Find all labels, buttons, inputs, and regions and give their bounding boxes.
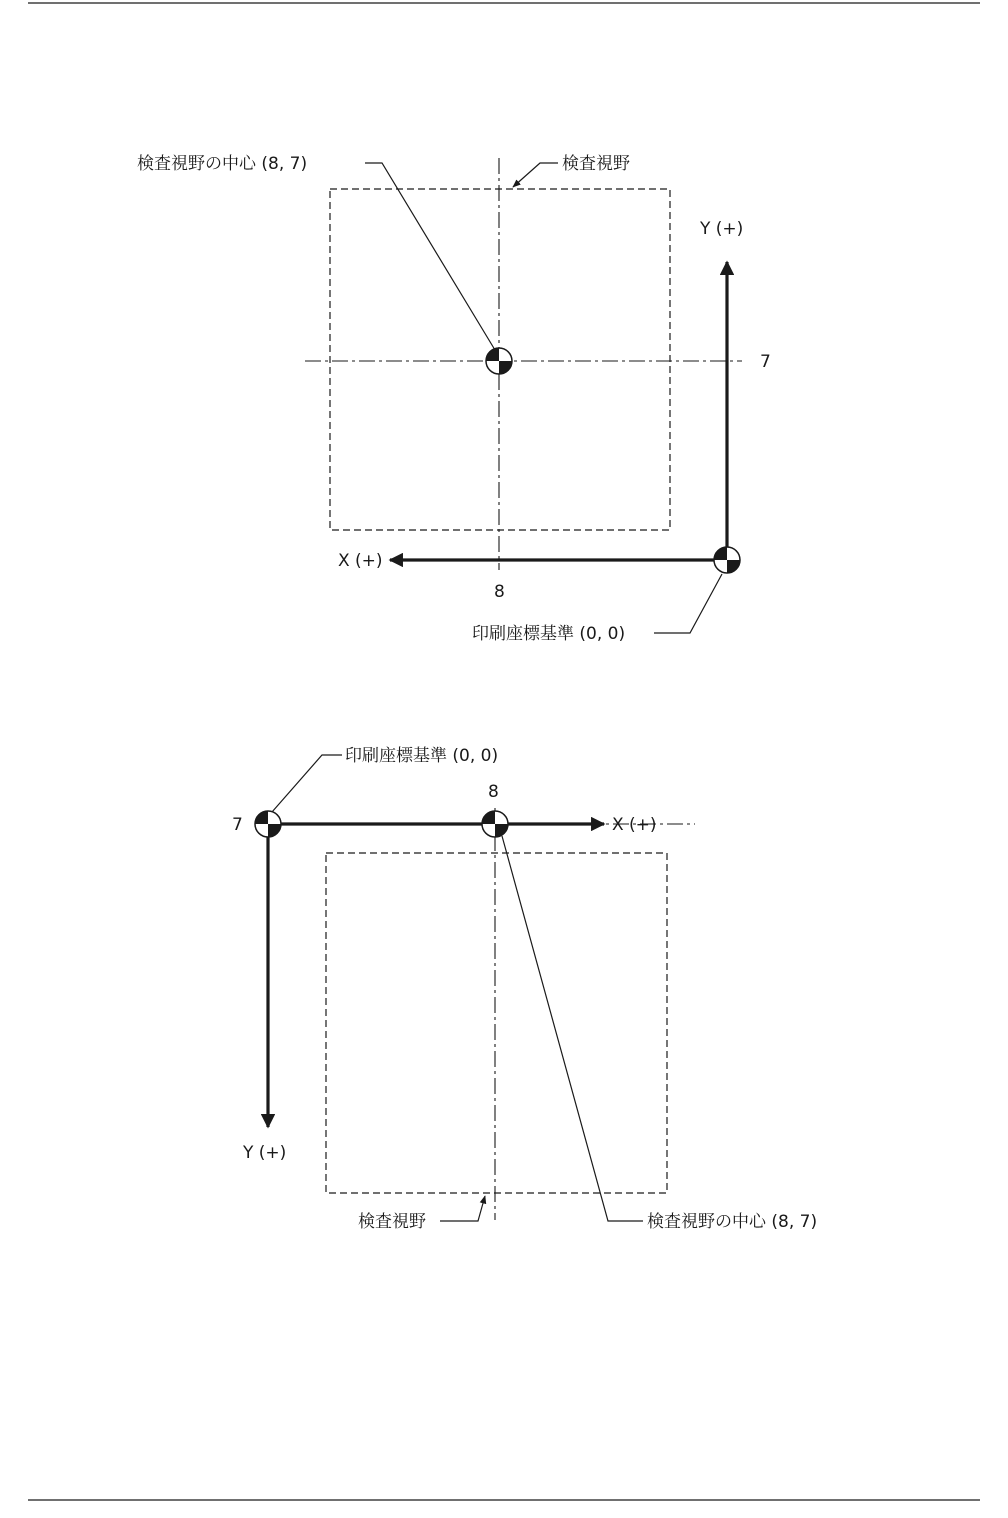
diagram-top — [137, 154, 771, 644]
inspection-field-rect — [326, 853, 667, 1193]
origin-target-icon — [714, 547, 740, 573]
x-axis-label: X (+) — [338, 551, 383, 571]
field-center-target-icon — [486, 348, 512, 374]
center-label: 検査視野の中心 (8, 7) — [137, 154, 308, 174]
x-tick-label: 8 — [494, 582, 505, 602]
x-tick-label: 8 — [488, 782, 499, 802]
field-label: 検査視野 — [562, 154, 630, 174]
y-axis-label: Y (+) — [700, 219, 744, 239]
y-axis-label: Y (+) — [243, 1143, 287, 1163]
field-center-target-icon — [482, 811, 508, 837]
center-leader-line — [502, 836, 643, 1221]
center-label: 検査視野の中心 (8, 7) — [647, 1212, 818, 1232]
origin-target-icon — [255, 811, 281, 837]
field-leader-line — [440, 1196, 485, 1221]
field-leader-line — [513, 163, 558, 187]
field-label: 検査視野 — [358, 1212, 426, 1232]
y-tick-label: 7 — [760, 352, 771, 372]
diagram-bottom — [232, 746, 817, 1232]
origin-label: 印刷座標基準 (0, 0) — [345, 746, 499, 766]
origin-leader-line — [272, 755, 342, 812]
y-tick-label: 7 — [232, 815, 243, 835]
center-leader-line — [365, 163, 495, 350]
x-axis-label: X (+) — [612, 815, 657, 835]
origin-leader-line — [654, 574, 722, 633]
origin-label: 印刷座標基準 (0, 0) — [472, 624, 626, 644]
